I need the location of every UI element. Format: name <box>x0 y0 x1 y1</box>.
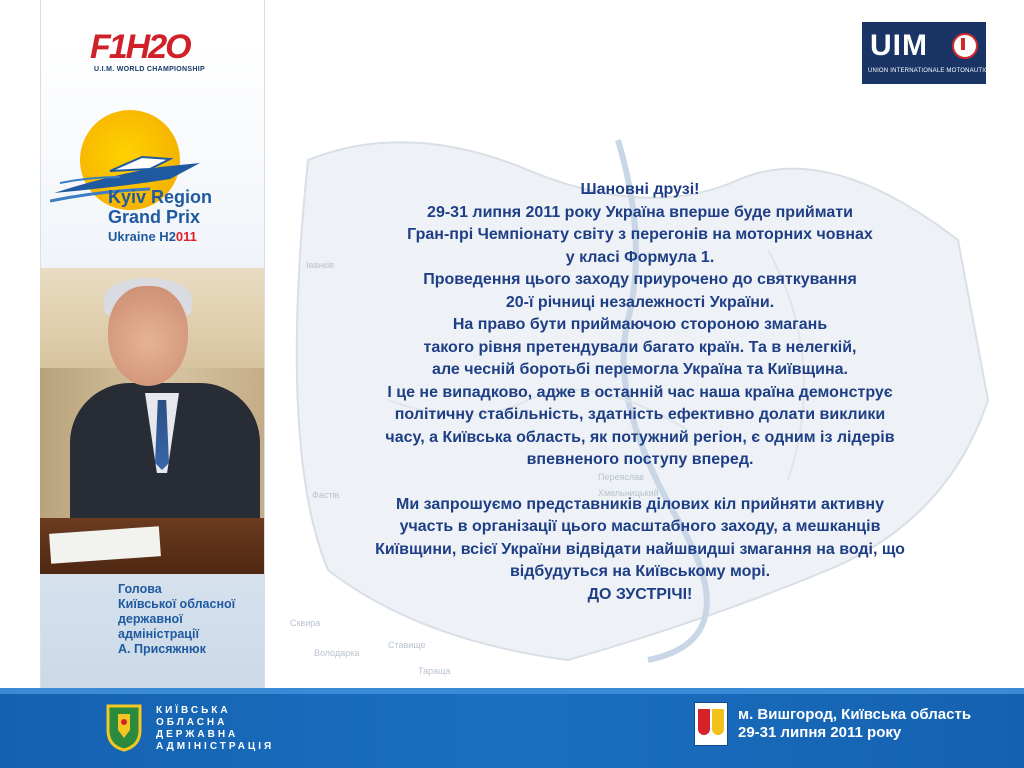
uim-word: UIM <box>870 29 928 62</box>
invitation-line: Ми запрошуємо представників ділових кіл прийняти активну <box>396 495 884 513</box>
map-label: Володарка <box>314 648 360 658</box>
event-title-line3 <box>108 229 197 244</box>
map-label: Переяслав <box>598 472 644 482</box>
header-logos <box>0 0 1024 100</box>
portrait-caption <box>118 582 258 657</box>
f1h2o-logo <box>90 26 230 74</box>
greeting-line: часу, а Київська область, як потужний регіон, є одним із лідерів <box>385 428 895 446</box>
caption-line: Київської обласної <box>118 597 236 611</box>
caption-line: адміністрації <box>118 627 199 641</box>
venue-info <box>738 706 971 742</box>
kyiv-oblast-coat-of-arms-icon <box>104 700 144 752</box>
uim-full-name: UNION INTERNATIONALE MOTONAUTIQUE <box>868 68 998 74</box>
admin-line: ОБЛАСНА <box>156 717 228 728</box>
greeting-text <box>290 179 990 606</box>
map-label: Сквира <box>290 618 321 628</box>
greeting-line: Шановні друзі! <box>580 181 700 198</box>
f1h2o-subtitle: U.I.M. WORLD CHAMPIONSHIP <box>94 66 205 73</box>
f1h2o-mark: F1H2O <box>90 28 190 66</box>
greeting-line: але чесній боротьбі перемогла Україна та Київщина. <box>432 361 848 378</box>
greeting-line: у класі Формула 1. <box>565 248 715 266</box>
vyshhorod-coats-icon <box>694 702 728 746</box>
footer-bar <box>0 688 1024 768</box>
governor-portrait <box>40 268 264 574</box>
event-year: 011 <box>175 229 197 244</box>
kyiv-grand-prix-logo <box>50 105 250 255</box>
greeting-line: І це не випадково, адже в останній час наша країна демонструє <box>387 383 893 401</box>
oblast-administration-label <box>156 705 274 753</box>
map-label: Фастів <box>312 490 340 500</box>
event-title-line2: Grand Prix <box>108 207 201 227</box>
map-label: Іванків <box>306 260 334 270</box>
greeting-line: На право бути приймаючою стороною змагань <box>452 316 828 333</box>
invitation-line: відбудуться на Київському морі. <box>509 563 771 580</box>
admin-line: ДЕРЖАВНА <box>156 729 239 740</box>
greeting-line: Проведення цього заходу приурочено до святкування <box>423 271 857 288</box>
greeting-line: Гран-прі Чемпіонату світу з перегонів на моторних човнах <box>407 226 873 243</box>
greeting-line: 29-31 липня 2011 року Україна вперше буде приймати <box>427 203 853 221</box>
venue-dates: 29-31 липня 2011 року <box>738 724 902 741</box>
greeting-line: такого рівня претендували багато країн. Та в нелегкій, <box>423 338 857 356</box>
caption-line: А. Присяжнюк <box>118 642 206 656</box>
caption-line: Голова <box>118 582 162 596</box>
greeting-line: впевненого поступу вперед. <box>526 451 754 468</box>
admin-line: АДМІНІСТРАЦІЯ <box>156 741 275 752</box>
map-label: Ставище <box>388 640 426 650</box>
venue-location: м. Вишгород, Київська область <box>738 706 972 723</box>
greeting-line: 20-ї річниці незалежності України. <box>505 293 775 311</box>
admin-line: КИЇВСЬКА <box>156 705 231 716</box>
uim-logo <box>862 22 998 84</box>
invitation-line: участь в організації цього масштабного заходу, а мешканців <box>399 518 881 535</box>
map-label: Хмельницький <box>598 488 659 498</box>
event-title-line1: Kyiv Region <box>108 187 213 207</box>
invitation-line: Київщини, всієї України відвідати найшвидші змагання на воді, що <box>375 540 905 558</box>
map-label: Тараща <box>418 666 451 676</box>
caption-line: державної <box>118 612 183 626</box>
greeting-line: політичну стабільність, здатність ефективно долати виклики <box>394 406 886 423</box>
uim-badge-icon <box>952 33 978 59</box>
event-country: Ukraine H2 <box>108 229 176 244</box>
closing-line: ДО ЗУСТРІЧІ! <box>587 585 693 603</box>
